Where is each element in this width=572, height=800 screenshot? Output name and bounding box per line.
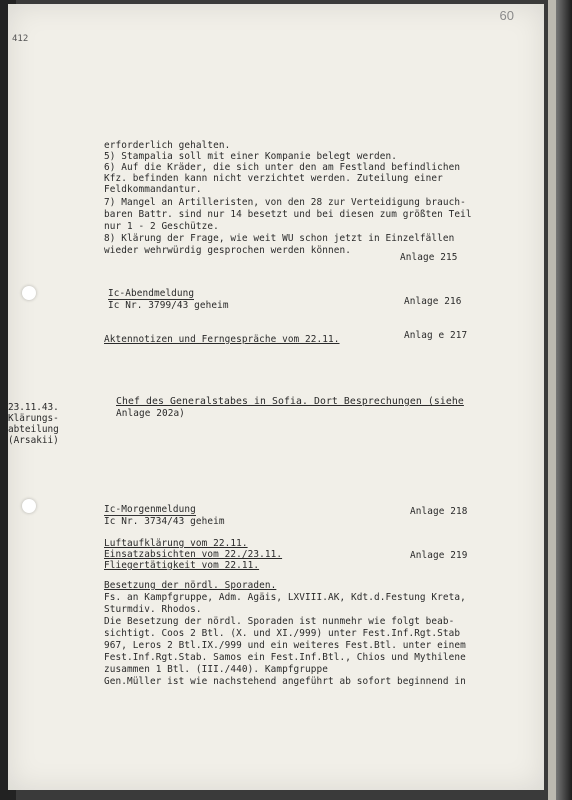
- anlage-216: Anlage 216: [404, 296, 462, 307]
- text-line: Fest.Inf.Rgt.Stab. Samos ein Fest.Inf.Btl., Chios und Mythilene: [104, 652, 466, 663]
- text-line: Gen.Müller ist wie nachstehend angeführt ab sofort beginnend in: [104, 676, 466, 687]
- margin-note-line: (Arsakii): [8, 435, 59, 446]
- document-page: [8, 4, 544, 790]
- text-line: zusammen 1 Btl. (III./440). Kampfgruppe: [104, 664, 329, 675]
- text-line: 6) Auf die Kräder, die sich unter den am Festland befindlichen: [104, 162, 461, 173]
- text-line: Sturmdiv. Rhodos.: [104, 604, 202, 615]
- abendmeldung-title: Ic-Abendmeldung: [108, 288, 195, 299]
- anlage-218: Anlage 218: [410, 506, 468, 517]
- anlage-215: Anlage 215: [400, 252, 458, 263]
- chef-heading: Chef des Generalstabes in Sofia. Dort Besprechungen (siehe: [116, 396, 464, 407]
- abendmeldung-nr: Ic Nr. 3799/43 geheim: [108, 300, 229, 311]
- scan-right-edge: [556, 0, 572, 800]
- morgenmeldung-title: Ic-Morgenmeldung: [104, 504, 196, 515]
- einsatzabsichten-line: Einsatzabsichten vom 22./23.11.: [104, 549, 283, 560]
- text-line: Fs. an Kampfgruppe, Adm. Agäis, LXVIII.AK, Kdt.d.Festung Kreta,: [104, 592, 466, 603]
- morgenmeldung-nr: Ic Nr. 3734/43 geheim: [104, 516, 225, 527]
- luftaufklaerung-line: Luftaufklärung vom 22.11.: [104, 538, 248, 549]
- text-line: 967, Leros 2 Btl.IX./999 und ein weiteres Fest.Btl. unter einem: [104, 640, 466, 651]
- text-line: erforderlich gehalten.: [104, 140, 231, 151]
- text-line: 8) Klärung der Frage, wie weit WU schon jetzt in Einzelfällen: [104, 233, 455, 244]
- punch-hole-bottom: [22, 499, 36, 513]
- chef-line-2: Anlage 202a): [116, 408, 185, 419]
- text-line: sichtigt. Coos 2 Btl. (X. und XI./999) unter Fest.Inf.Rgt.Stab: [104, 628, 461, 639]
- text-line: 5) Stampalia soll mit einer Kompanie belegt werden.: [104, 151, 397, 162]
- text-line: Feldkommandantur.: [104, 184, 202, 195]
- fliegertaetigkeit-line: Fliegertätigkeit vom 22.11.: [104, 560, 260, 571]
- margin-note-line: Klärungs-: [8, 413, 59, 424]
- anlage-217: Anlag e 217: [404, 330, 468, 341]
- margin-note-line: abteilung: [8, 424, 59, 435]
- scan-fold-shadow: [548, 0, 556, 800]
- text-line: Kfz. befinden kann nicht verzichtet werden. Zuteilung einer: [104, 173, 443, 184]
- text-line: Die Besetzung der nördl. Sporaden ist nunmehr wie folgt beab-: [104, 616, 455, 627]
- margin-note: [8, 402, 59, 446]
- text-line: 7) Mangel an Artilleristen, von den 28 zur Verteidigung brauch-: [104, 197, 466, 208]
- anlage-219: Anlage 219: [410, 550, 468, 561]
- text-line: nur 1 - 2 Geschütze.: [104, 221, 219, 232]
- text-line: baren Battr. sind nur 14 besetzt und bei diesen zum größten Teil: [104, 209, 472, 220]
- punch-hole-top: [22, 286, 36, 300]
- page-number: 60: [499, 8, 514, 23]
- margin-note-line: 23.11.43.: [8, 402, 59, 413]
- corner-mark: 412: [12, 34, 29, 44]
- text-line: wieder wehrwürdig gesprochen werden können.: [104, 245, 352, 256]
- aktennotizen-heading: Aktennotizen und Ferngespräche vom 22.11.: [104, 334, 340, 345]
- sporaden-heading: Besetzung der nördl. Sporaden.: [104, 580, 277, 591]
- chef-line-1: [116, 396, 464, 407]
